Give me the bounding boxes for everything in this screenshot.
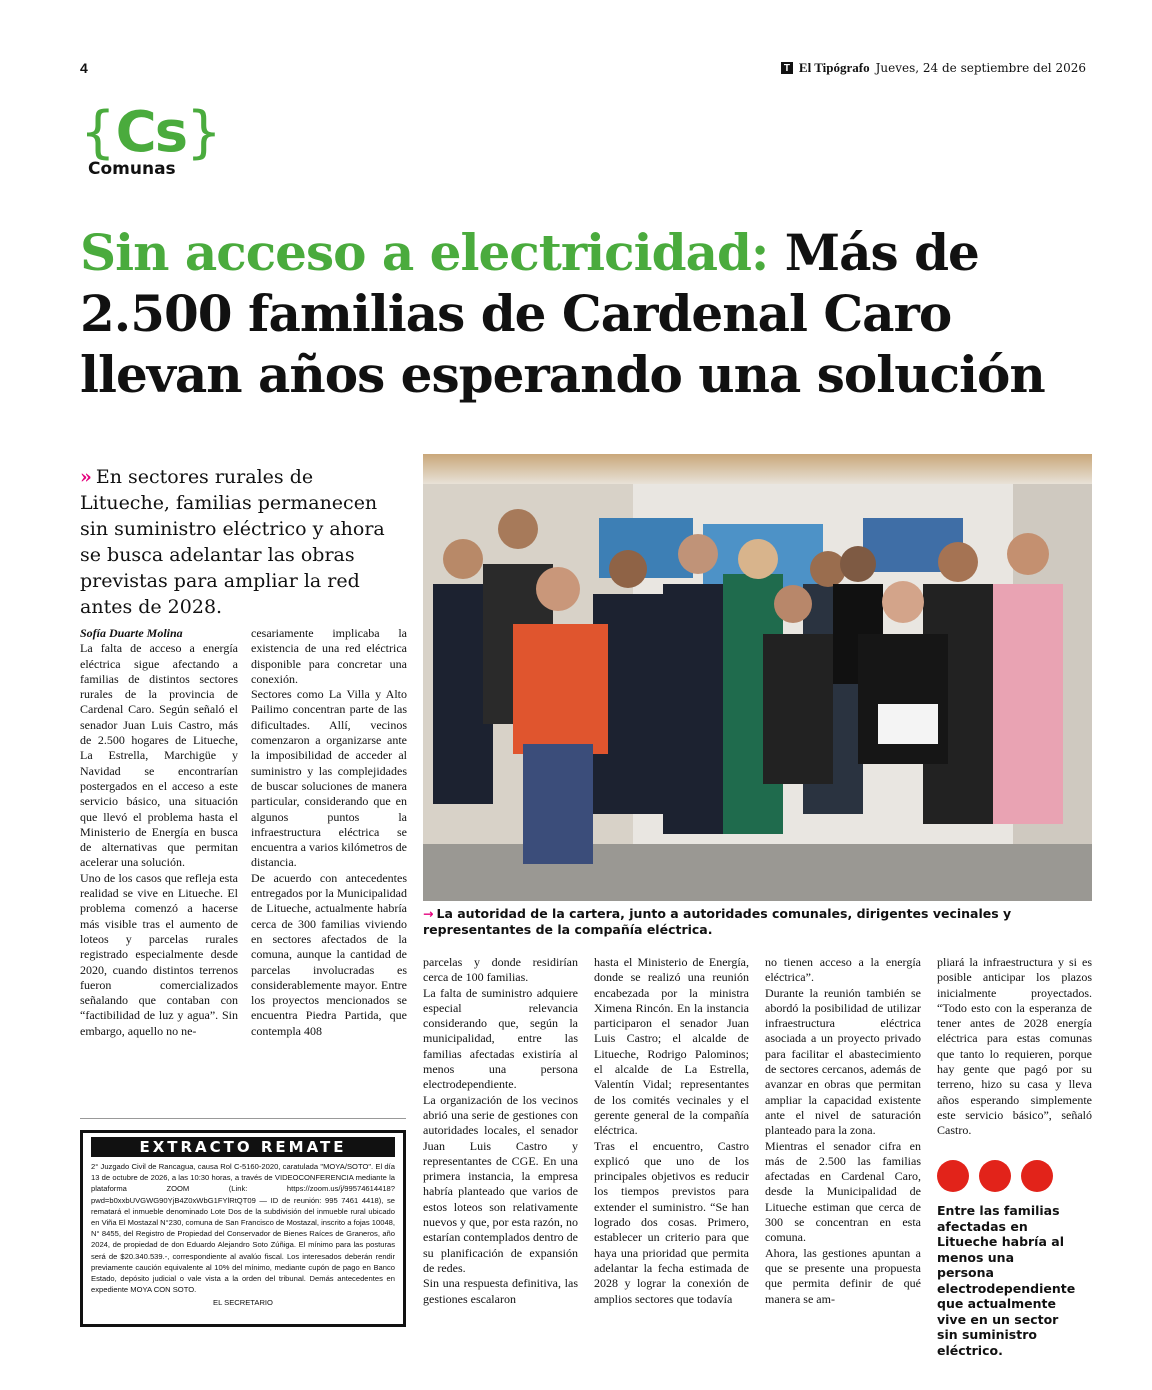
byline: Sofía Duarte Molina xyxy=(80,626,183,640)
headline-rest: Más de 2.500 familias de Cardenal Caro llevan años esperando una solución xyxy=(80,223,1045,404)
publication-name: El Tipógrafo xyxy=(798,60,870,75)
article-paragraph: parcelas y donde residirían cerca de 100 familias. xyxy=(423,955,578,985)
article-paragraph: La falta de acceso a energía eléctrica sigue afectando a familias de distintos sectores rurales de la provincia de Cardenal Caro. Según señaló el senador Juan Luis Castro, más de 2.500 hogares de Litueche, La Estrella, Marchigüe y Navidad se encontrarían postergados en el acceso a este servicio básico, una situación que llevó el problema hasta el Ministerio de Energía en busca de alternativas que permitan acelerar una solución. xyxy=(80,641,238,870)
legal-notice-box xyxy=(80,1130,406,1327)
article-paragraph: La organización de los vecinos abrió una serie de gestiones con autoridades locales, el senador Juan Luis Castro y representantes de CGE. En una primera instancia, la empresa habría planteado que varios de estos loteos son relativamente nuevos y que, por esta razón, no estarían contemplados dentro de su planificación de expansión de redes. xyxy=(423,1092,578,1275)
article-column-3 xyxy=(423,955,578,1307)
caption-arrow-icon: → xyxy=(423,906,434,921)
article-paragraph: hasta el Ministerio de Energía, donde se realizó una reunión encabezada por la ministra Ximena Rincón. En la instancia participaron el senador Juan Luis Castro; el alcalde de Litueche, Rodrigo Palominos; el alcalde de La Estrella, Valentín Vidal; representantes de los comités vecinales y el gerente general de la compañía eléctrica. xyxy=(594,955,749,1138)
page-number: 4 xyxy=(80,60,88,76)
article-paragraph: pliará la infraestructura y si es posible anticipar los plazos inicialmente proyectados. “Todo esto con la esperanza de tener antes de 2028 energía eléctrica para estas comunas que tanto lo requieren, porque hay gente que pagó por su terreno, hizo su casa y lleva años esperando simplemente este servicio básico”, señaló Castro. xyxy=(937,955,1092,1138)
lede xyxy=(80,464,400,620)
issue-date: Jueves, 24 de septiembre del 2026 xyxy=(875,61,1086,75)
article-paragraph: La falta de suministro adquiere especial relevancia considerando que, según la municipalidad, entre las familias afectadas existiría al menos una persona electrodependiente. xyxy=(423,985,578,1092)
fact-dots-icon xyxy=(937,1160,1053,1192)
article-paragraph: Sin una respuesta definitiva, las gestiones escalaron xyxy=(423,1276,578,1306)
divider xyxy=(80,1118,406,1119)
section-code: Cs xyxy=(115,99,187,165)
masthead xyxy=(781,60,1086,76)
article-column-4 xyxy=(594,955,749,1307)
legal-notice-body: 2° Juzgado Civil de Rancagua, causa Rol C-5160-2020, caratulada "MOYA/SOTO". El día 13 de octubre de 2026, a las 10:30 horas, a través de VIDEOCONFERENCIA mediante la plataforma ZOOM (Link: https://zoom.us/j/99574614418?pwd=b0xxbUVGWG90YjB4Z0xWbG1FYlRtQT09 — ID de reunión: 995 7461 4418), se rematará el inmueble denominado Lote Dos de la subdivisión del inmueble rural ubicado en Viña El Mostazal N°230, comuna de San Francisco de Mostazal, inscrito a fojas 10048, N° 8455, del Registro de Propiedad del Conservador de Bienes Raíces de Graneros, año 2024, de propiedad de don Eduardo Alejandro Soto Zúñiga. El mínimo para las posturas será de $20.340.539.-, correspondiente al avalúo fiscal. Los interesados deberán rendir previamente caución equivalente al 10% del mínimo, mediante cupón de pago en Banco Estado, depósito judicial o vale vista a la orden del tribunal. Demás antecedentes en expediente MOYA CON SOTO. xyxy=(91,1162,395,1295)
section-logo xyxy=(80,99,222,179)
section-name: Comunas xyxy=(88,159,176,179)
photo-caption xyxy=(423,906,1092,938)
article-paragraph: Durante la reunión también se abordó la posibilidad de utilizar infraestructura eléctrica asociada a un proyecto privado para facilitar el abastecimiento de sectores cercanos, además de avanzar en obras que permitan ampliar la capacidad existente ante el nivel de saturación planteado para la zona. xyxy=(765,985,921,1138)
article-paragraph: Uno de los casos que refleja esta realidad se vive en Litueche. El problema comenzó a hacerse más visible tras el aumento de loteos y parcelas rurales registrado especialmente desde 2020, cuando distintos terrenos fueron comercializados señalando que contaban con “factibilidad de luz y agua”. Sin embargo, aquello no ne- xyxy=(80,870,238,1038)
caption-text: La autoridad de la cartera, junto a autoridades comunales, dirigentes vecinales y representantes de la compañía eléctrica. xyxy=(423,906,1012,937)
article-paragraph: Sectores como La Villa y Alto Pailimo concentran parte de las dificultades. Allí, vecinos comenzaron a organizarse ante la imposibilidad de acceder al suministro y las complejidades de buscar soluciones de manera particular, considerando que en algunos puntos la infraestructura eléctrica se encuentra a varios kilómetros de distancia. xyxy=(251,687,407,870)
article-column-6 xyxy=(937,955,1092,1139)
lede-text: En sectores rurales de Litueche, familias permanecen sin suministro eléctrico y ahora se busca adelantar las obras previstas para ampliar la red antes de 2028. xyxy=(80,466,385,618)
article-paragraph: no tienen acceso a la energía eléctrica”. xyxy=(765,955,921,985)
group-photo xyxy=(423,454,1092,901)
article-column-2 xyxy=(251,626,407,1039)
article-column-1 xyxy=(80,626,238,1039)
section-open-brace: { xyxy=(80,100,116,165)
group-photo-illustration xyxy=(423,454,1092,901)
publication-logo-icon: T xyxy=(781,62,793,74)
article-paragraph: cesariamente implicaba la existencia de una red eléctrica disponible para concretar una conexión. xyxy=(251,626,407,686)
legal-notice-signature: EL SECRETARIO xyxy=(213,1298,273,1308)
headline xyxy=(80,222,1090,405)
article-paragraph: De acuerdo con antecedentes entregados por la Municipalidad de Litueche, actualmente habría cerca de 300 familias viviendo en sectores afectados de la comuna, aunque la cantidad de parcelas involucradas es considerablemente mayor. Entre los proyectos mencionados se encuentra Piedra Partida, que contempla 408 xyxy=(251,870,407,1038)
article-paragraph: Ahora, las gestiones apuntan a que se presente una propuesta que permita definir de qué manera se am- xyxy=(765,1245,921,1306)
article-paragraph: Tras el encuentro, Castro explicó que uno de los principales objetivos es reducir los tiempos previstos para extender el suministro. “Se han logrado dos cosas. Primero, establecer un criterio para que haya una prioridad que permita adelantar la fecha estimada de 2028 y lograr la conexión de amplios sectores que todavía xyxy=(594,1138,749,1306)
legal-notice-title: EXTRACTO REMATE xyxy=(91,1137,395,1157)
lede-marker: » xyxy=(80,466,92,488)
headline-highlight: Sin acceso a electricidad: xyxy=(80,223,769,282)
article-paragraph: Mientras el senador cifra en más de 2.500 las familias afectadas en Cardenal Caro, desde la Municipalidad de Litueche estiman que cerca de 300 se concentran en esta comuna. xyxy=(765,1138,921,1245)
section-close-brace: } xyxy=(186,100,222,165)
article-column-5 xyxy=(765,955,921,1307)
fact-box: Entre las familias afectadas en Litueche habría al menos una persona electrodependiente que actualmente vive en un sector sin suministro eléctrico. xyxy=(937,1203,1076,1358)
